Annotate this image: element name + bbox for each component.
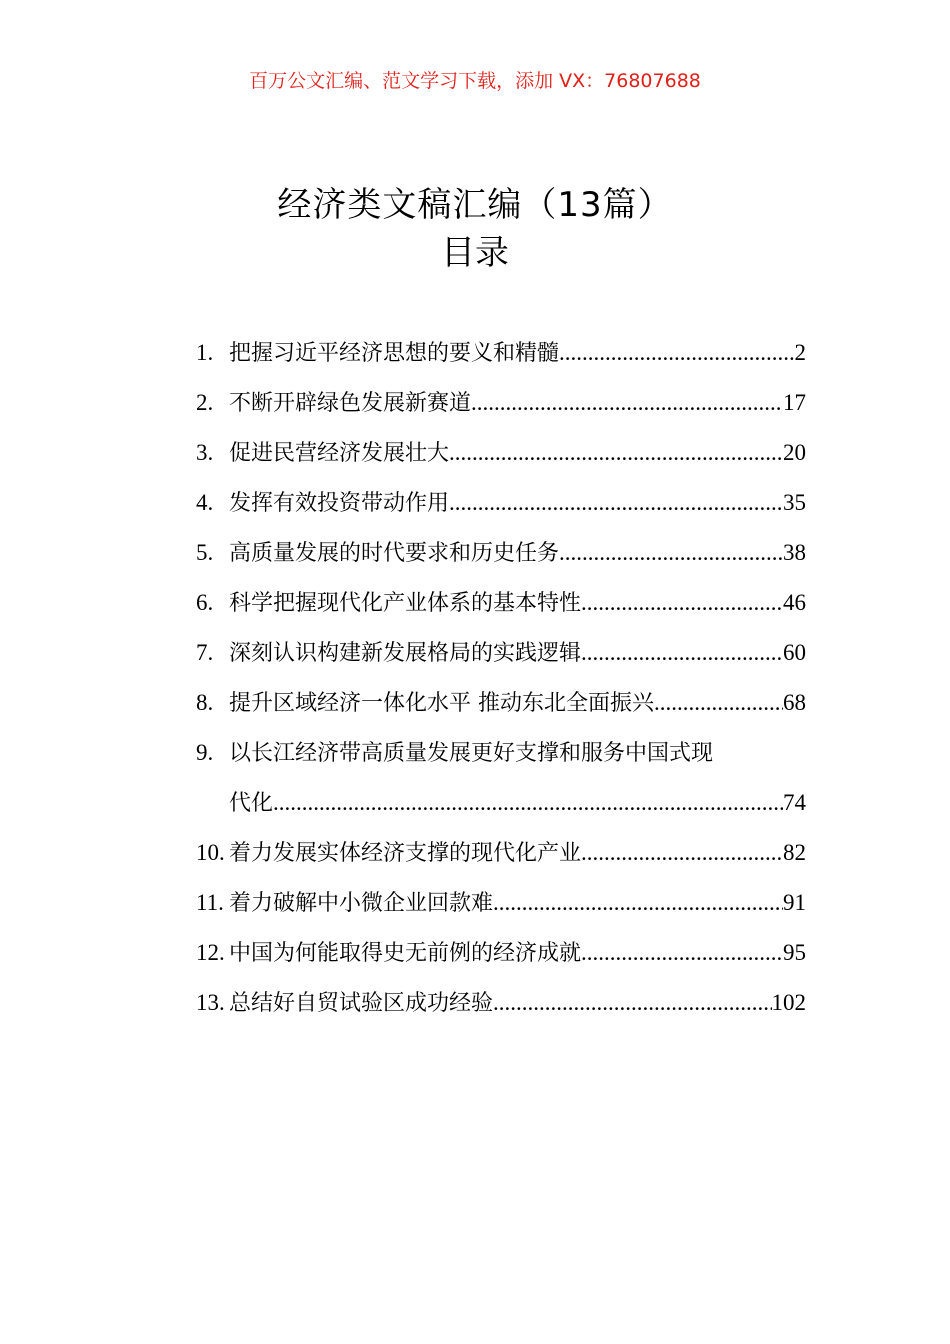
- toc-title: 深刻认识构建新发展格局的实践逻辑: [229, 641, 582, 666]
- toc-page-number: 38: [783, 540, 806, 565]
- toc-page-number: 20: [783, 440, 806, 465]
- toc-heading: 目录: [441, 233, 509, 273]
- toc-title: 提升区域经济一体化水平 推动东北全面振兴: [229, 691, 654, 716]
- toc-number: 7.: [196, 640, 214, 665]
- toc-title-continued: 代化: [229, 791, 274, 816]
- document-title: 经济类文稿汇编（13篇）: [277, 185, 673, 225]
- header-note: 百万公文汇编、范文学习下载，添加 VX：76807688: [249, 70, 701, 92]
- toc-entry-5[interactable]: [196, 528, 806, 578]
- toc-number: 3.: [196, 440, 214, 465]
- toc-title: 总结好自贸试验区成功经验: [229, 991, 494, 1016]
- toc-leader: [493, 978, 771, 1028]
- toc-leader: [493, 878, 783, 928]
- toc-leader: [559, 528, 783, 578]
- toc-entry-2[interactable]: [196, 378, 806, 428]
- toc-leader: [581, 578, 783, 628]
- toc-leader: [273, 778, 783, 828]
- toc-entry-3[interactable]: [196, 428, 806, 478]
- toc-page-number: 17: [783, 390, 806, 415]
- toc-entry-6[interactable]: [196, 578, 806, 628]
- toc-page-number: 46: [783, 590, 806, 615]
- toc-title: 着力破解中小微企业回款难: [229, 891, 494, 916]
- toc-number: 6.: [196, 590, 214, 615]
- toc-leader: [581, 828, 783, 878]
- toc-number: 10.: [196, 840, 225, 865]
- toc-entry-9-continued[interactable]: [196, 778, 806, 828]
- toc-title: 促进民营经济发展壮大: [229, 441, 450, 466]
- toc-page-number: 2: [794, 340, 806, 365]
- toc-number: 8.: [196, 690, 214, 715]
- toc-number: 11.: [196, 890, 224, 915]
- toc-title: 着力发展实体经济支撑的现代化产业: [229, 841, 582, 866]
- toc-page-number: 74: [783, 790, 806, 815]
- toc-page-number: 102: [771, 990, 806, 1015]
- toc-entry-7[interactable]: [196, 628, 806, 678]
- toc-entry-9[interactable]: [196, 728, 806, 778]
- table-of-contents: [196, 328, 806, 1028]
- toc-entry-11[interactable]: [196, 878, 806, 928]
- toc-page-number: 35: [783, 490, 806, 515]
- toc-page-number: 82: [783, 840, 806, 865]
- toc-entry-4[interactable]: [196, 478, 806, 528]
- toc-page-number: 68: [783, 690, 806, 715]
- toc-leader: [559, 328, 794, 378]
- toc-title: 高质量发展的时代要求和历史任务: [229, 541, 560, 566]
- toc-page-number: 95: [783, 940, 806, 965]
- toc-number: 13.: [196, 990, 225, 1015]
- toc-number: 4.: [196, 490, 214, 515]
- toc-page-number: 91: [783, 890, 806, 915]
- toc-leader: [581, 628, 783, 678]
- toc-title: 把握习近平经济思想的要义和精髓: [229, 341, 560, 366]
- toc-entry-12[interactable]: [196, 928, 806, 978]
- toc-leader: [471, 378, 783, 428]
- toc-title: 不断开辟绿色发展新赛道: [229, 391, 472, 416]
- toc-leader: [449, 478, 783, 528]
- toc-number: 2.: [196, 390, 214, 415]
- toc-entry-10[interactable]: [196, 828, 806, 878]
- toc-entry-13[interactable]: [196, 978, 806, 1028]
- toc-page-number: 60: [783, 640, 806, 665]
- toc-entry-1[interactable]: [196, 328, 806, 378]
- toc-entry-8[interactable]: [196, 678, 806, 728]
- toc-number: 12.: [196, 940, 225, 965]
- toc-title: 中国为何能取得史无前例的经济成就: [229, 941, 582, 966]
- toc-leader: [654, 678, 783, 728]
- toc-leader: [581, 928, 783, 978]
- toc-number: 5.: [196, 540, 214, 565]
- toc-title: 科学把握现代化产业体系的基本特性: [229, 591, 582, 616]
- toc-title: 以长江经济带高质量发展更好支撑和服务中国式现: [229, 741, 714, 766]
- toc-number: 9.: [196, 740, 214, 765]
- toc-number: 1.: [196, 340, 214, 365]
- toc-title: 发挥有效投资带动作用: [229, 491, 450, 516]
- toc-leader: [449, 428, 783, 478]
